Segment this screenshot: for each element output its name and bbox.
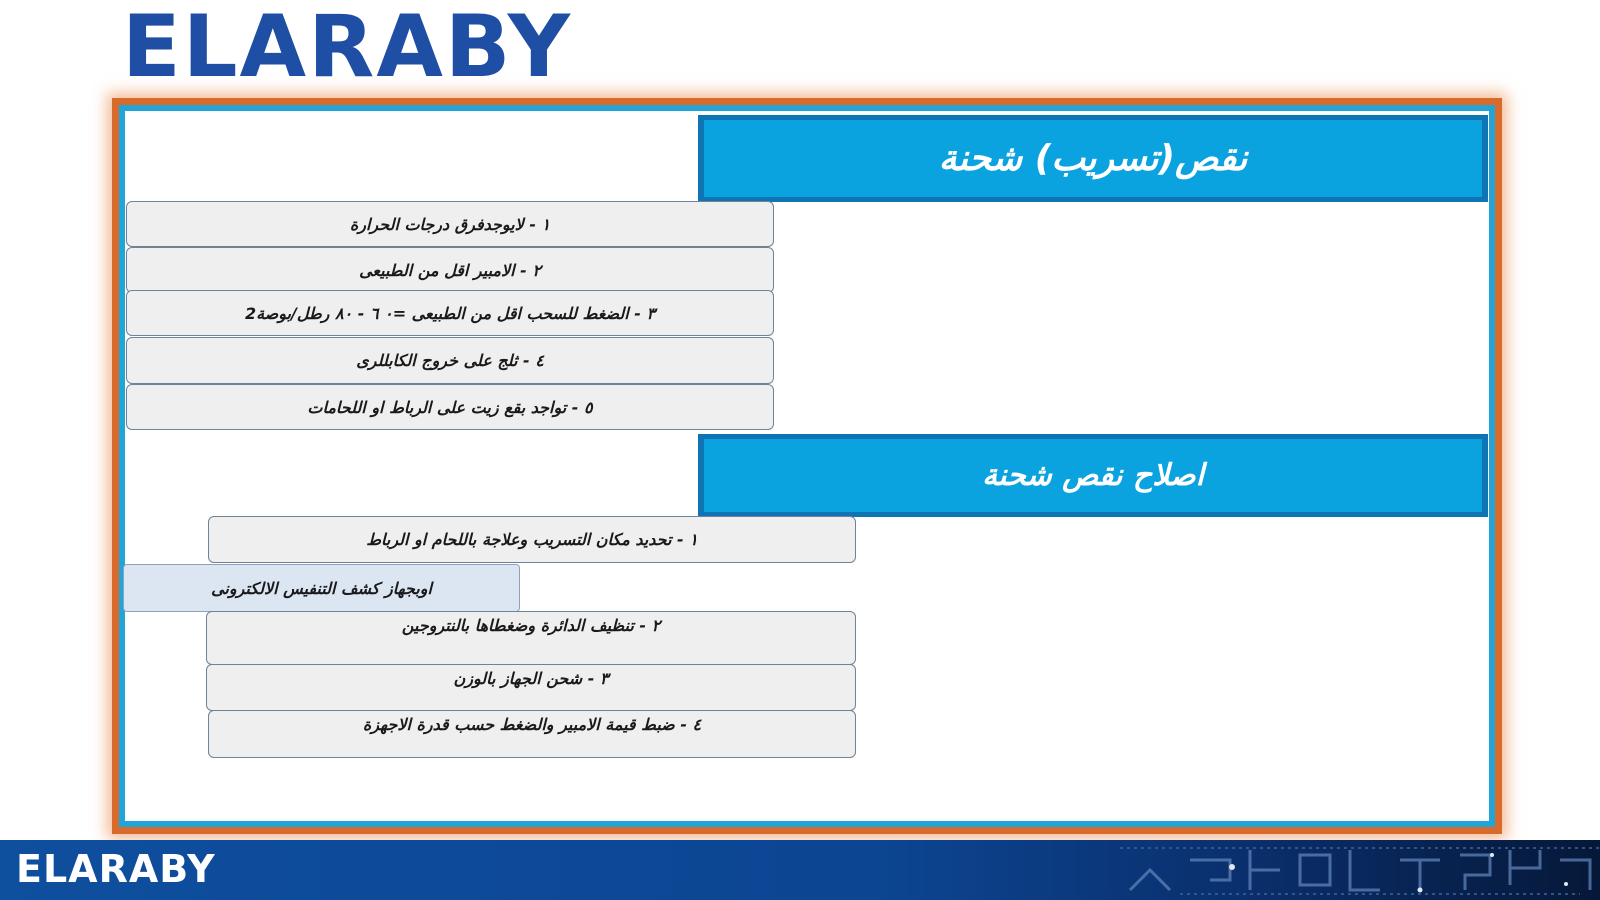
symptom-item-4: ٤ - ثلج على خروج الكابللرى — [126, 337, 774, 384]
footer-elaraby-logo: ELARABY — [16, 847, 216, 891]
circuit-pattern-icon — [1120, 840, 1600, 900]
section-title-leak-repair: اصلاح نقص شحنة — [698, 434, 1488, 517]
symptom-item-3: ٣ - الضغط للسحب اقل من الطبيعى =٠ ٦ - ٨٠ رطل/بوصة2 — [126, 290, 774, 336]
elaraby-logo: ELARABY — [122, 0, 573, 97]
symptom-item-5: ٥ - تواجد بقع زيت على الرباط او اللحامات — [126, 384, 774, 430]
repair-step-1: ١ - تحديد مكان التسريب وعلاجة باللحام او الرباط — [208, 516, 856, 563]
section-title-refrigerant-leak: نقص(تسريب) شحنة — [698, 115, 1488, 202]
footer-bar — [0, 840, 1600, 900]
repair-step-1-alt-note: اوبجهاز كشف التنفيس الالكترونى — [123, 564, 520, 612]
repair-step-3: ٣ - شحن الجهاز بالوزن — [206, 664, 856, 711]
symptom-item-2: ٢ - الامبير اقل من الطبيعى — [126, 247, 774, 293]
symptom-item-1: ١ - لايوجدفرق درجات الحرارة — [126, 201, 774, 247]
repair-step-2: ٢ - تنظيف الدائرة وضغطاها بالنتروجين — [206, 611, 856, 665]
repair-step-4: ٤ - ضبط قيمة الامبير والضغط حسب قدرة الاجهزة — [208, 710, 856, 758]
